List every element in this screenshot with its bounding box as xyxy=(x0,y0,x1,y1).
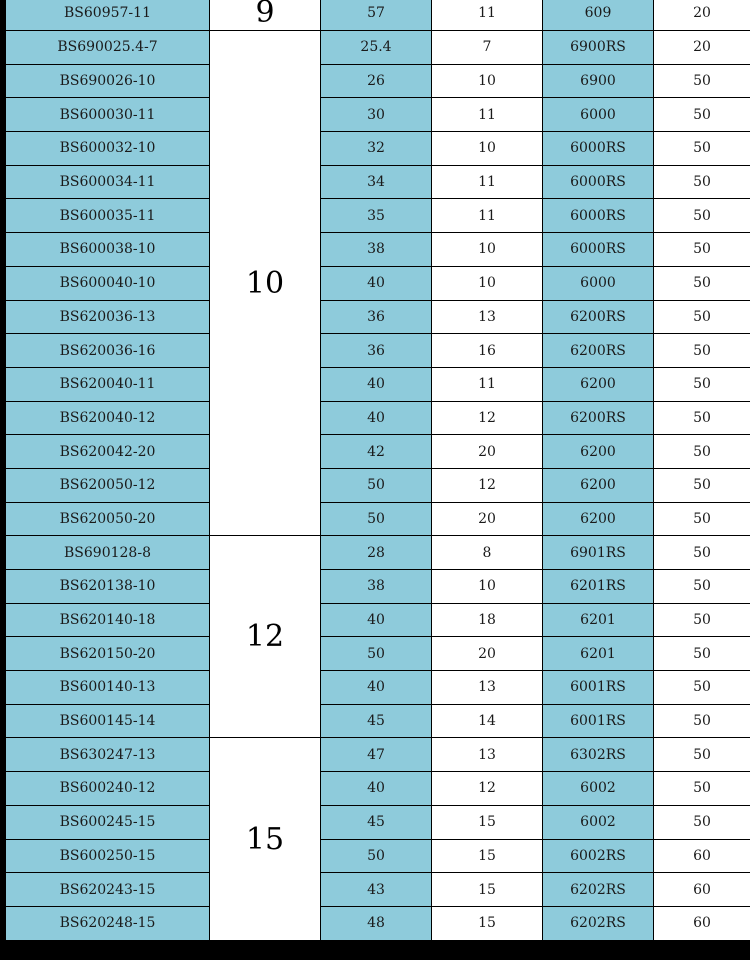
quantity-cell: 50 xyxy=(654,132,750,166)
model-cell: BS600250-15 xyxy=(6,839,210,873)
width-cell: 15 xyxy=(432,839,543,873)
table-row xyxy=(1,31,750,65)
outer-diameter-cell: 40 xyxy=(321,367,432,401)
bearing-cell: 6001RS xyxy=(543,704,654,738)
width-cell: 13 xyxy=(432,738,543,772)
model-cell: BS620040-12 xyxy=(6,401,210,435)
bearing-cell: 6000RS xyxy=(543,132,654,166)
table-row xyxy=(1,233,750,267)
outer-diameter-cell: 50 xyxy=(321,637,432,671)
table-row xyxy=(1,401,750,435)
width-cell: 15 xyxy=(432,906,543,940)
model-cell: BS690025.4-7 xyxy=(6,31,210,65)
outer-diameter-cell: 34 xyxy=(321,165,432,199)
model-cell: BS620040-11 xyxy=(6,367,210,401)
size-group-cell: 12 xyxy=(210,536,321,738)
table-row xyxy=(1,772,750,806)
outer-diameter-cell: 47 xyxy=(321,738,432,772)
outer-diameter-cell: 43 xyxy=(321,873,432,907)
outer-diameter-cell: 42 xyxy=(321,435,432,469)
model-cell: BS620243-15 xyxy=(6,873,210,907)
table-row xyxy=(1,704,750,738)
table-row xyxy=(1,873,750,907)
outer-diameter-cell: 40 xyxy=(321,266,432,300)
model-cell: BS600240-12 xyxy=(6,772,210,806)
width-cell: 13 xyxy=(432,300,543,334)
model-cell: BS600035-11 xyxy=(6,199,210,233)
model-cell: BS620050-12 xyxy=(6,468,210,502)
model-cell: BS600145-14 xyxy=(6,704,210,738)
table-row xyxy=(1,906,750,940)
bearing-cell: 6201 xyxy=(543,603,654,637)
width-cell: 18 xyxy=(432,603,543,637)
outer-diameter-cell: 26 xyxy=(321,64,432,98)
width-cell: 20 xyxy=(432,502,543,536)
width-cell: 14 xyxy=(432,704,543,738)
bearing-cell: 6901RS xyxy=(543,536,654,570)
size-group-cell: 15 xyxy=(210,738,321,940)
width-cell: 16 xyxy=(432,334,543,368)
quantity-cell: 50 xyxy=(654,468,750,502)
width-cell: 10 xyxy=(432,233,543,267)
outer-diameter-cell: 38 xyxy=(321,233,432,267)
outer-diameter-cell: 28 xyxy=(321,536,432,570)
bearing-cell: 6202RS xyxy=(543,873,654,907)
width-cell: 12 xyxy=(432,401,543,435)
bearing-cell: 6002RS xyxy=(543,839,654,873)
model-cell: BS620036-16 xyxy=(6,334,210,368)
model-cell: BS690128-8 xyxy=(6,536,210,570)
model-cell: BS630247-13 xyxy=(6,738,210,772)
table-row xyxy=(1,199,750,233)
outer-diameter-cell: 48 xyxy=(321,906,432,940)
quantity-cell: 50 xyxy=(654,570,750,604)
width-cell: 10 xyxy=(432,64,543,98)
width-cell: 11 xyxy=(432,0,543,31)
width-cell: 11 xyxy=(432,98,543,132)
size-group-cell: 9 xyxy=(210,0,321,31)
bearing-cell: 6001RS xyxy=(543,671,654,705)
outer-diameter-cell: 32 xyxy=(321,132,432,166)
model-cell: BS620248-15 xyxy=(6,906,210,940)
bearing-cell: 6202RS xyxy=(543,906,654,940)
model-cell: BS60957-11 xyxy=(6,0,210,31)
bearing-cell: 6200 xyxy=(543,435,654,469)
bearing-cell: 6000 xyxy=(543,98,654,132)
width-cell: 15 xyxy=(432,805,543,839)
model-cell: BS620150-20 xyxy=(6,637,210,671)
outer-diameter-cell: 40 xyxy=(321,603,432,637)
table-row xyxy=(1,132,750,166)
quantity-cell: 50 xyxy=(654,64,750,98)
outer-diameter-cell: 40 xyxy=(321,401,432,435)
quantity-cell: 50 xyxy=(654,98,750,132)
bearing-cell: 6002 xyxy=(543,805,654,839)
quantity-cell: 50 xyxy=(654,165,750,199)
quantity-cell: 50 xyxy=(654,502,750,536)
width-cell: 20 xyxy=(432,435,543,469)
model-cell: BS620042-20 xyxy=(6,435,210,469)
width-cell: 15 xyxy=(432,873,543,907)
quantity-cell: 50 xyxy=(654,671,750,705)
model-cell: BS600040-10 xyxy=(6,266,210,300)
bearing-cell: 6000RS xyxy=(543,233,654,267)
outer-diameter-cell: 36 xyxy=(321,334,432,368)
quantity-cell: 50 xyxy=(654,300,750,334)
quantity-cell: 20 xyxy=(654,31,750,65)
outer-diameter-cell: 57 xyxy=(321,0,432,31)
model-cell: BS690026-10 xyxy=(6,64,210,98)
model-cell: BS620138-10 xyxy=(6,570,210,604)
bearing-cell: 6201RS xyxy=(543,570,654,604)
model-cell: BS600030-11 xyxy=(6,98,210,132)
table-row xyxy=(1,502,750,536)
model-cell: BS600140-13 xyxy=(6,671,210,705)
bearing-cell: 6302RS xyxy=(543,738,654,772)
outer-diameter-cell: 36 xyxy=(321,300,432,334)
quantity-cell: 60 xyxy=(654,906,750,940)
bearing-cell: 6200 xyxy=(543,468,654,502)
table-row xyxy=(1,839,750,873)
bearing-cell: 6200RS xyxy=(543,300,654,334)
table-row xyxy=(1,570,750,604)
bearing-cell: 6002 xyxy=(543,772,654,806)
table-row xyxy=(1,300,750,334)
model-cell: BS600032-10 xyxy=(6,132,210,166)
outer-diameter-cell: 40 xyxy=(321,671,432,705)
quantity-cell: 60 xyxy=(654,873,750,907)
table-row xyxy=(1,334,750,368)
model-cell: BS620036-13 xyxy=(6,300,210,334)
outer-diameter-cell: 50 xyxy=(321,468,432,502)
bearing-cell: 6900 xyxy=(543,64,654,98)
table-row xyxy=(1,536,750,570)
quantity-cell: 60 xyxy=(654,839,750,873)
width-cell: 12 xyxy=(432,468,543,502)
table-row xyxy=(1,266,750,300)
table-row xyxy=(1,367,750,401)
table-row xyxy=(1,0,750,31)
quantity-cell: 50 xyxy=(654,738,750,772)
bearing-cell: 6000 xyxy=(543,266,654,300)
quantity-cell: 50 xyxy=(654,199,750,233)
table-row xyxy=(1,738,750,772)
width-cell: 13 xyxy=(432,671,543,705)
bearing-cell: 6000RS xyxy=(543,165,654,199)
outer-diameter-cell: 50 xyxy=(321,502,432,536)
outer-diameter-cell: 45 xyxy=(321,805,432,839)
model-cell: BS600038-10 xyxy=(6,233,210,267)
outer-diameter-cell: 45 xyxy=(321,704,432,738)
outer-diameter-cell: 30 xyxy=(321,98,432,132)
outer-diameter-cell: 25.4 xyxy=(321,31,432,65)
outer-diameter-cell: 35 xyxy=(321,199,432,233)
width-cell: 10 xyxy=(432,266,543,300)
model-cell: BS620140-18 xyxy=(6,603,210,637)
quantity-cell: 50 xyxy=(654,805,750,839)
bearing-cell: 6200 xyxy=(543,502,654,536)
quantity-cell: 50 xyxy=(654,603,750,637)
table-row xyxy=(1,64,750,98)
bearing-cell: 6900RS xyxy=(543,31,654,65)
bearing-cell: 6201 xyxy=(543,637,654,671)
bearing-cell: 6000RS xyxy=(543,199,654,233)
width-cell: 11 xyxy=(432,367,543,401)
quantity-cell: 50 xyxy=(654,637,750,671)
table-row xyxy=(1,165,750,199)
quantity-cell: 20 xyxy=(654,0,750,31)
outer-diameter-cell: 50 xyxy=(321,839,432,873)
bearing-cell: 6200RS xyxy=(543,401,654,435)
table-row xyxy=(1,637,750,671)
quantity-cell: 50 xyxy=(654,536,750,570)
bearing-cell: 6200RS xyxy=(543,334,654,368)
width-cell: 8 xyxy=(432,536,543,570)
model-cell: BS620050-20 xyxy=(6,502,210,536)
quantity-cell: 50 xyxy=(654,401,750,435)
width-cell: 10 xyxy=(432,132,543,166)
table-row xyxy=(1,435,750,469)
quantity-cell: 50 xyxy=(654,334,750,368)
table-row xyxy=(1,98,750,132)
table-row xyxy=(1,671,750,705)
bearing-cell: 6200 xyxy=(543,367,654,401)
width-cell: 7 xyxy=(432,31,543,65)
table-row xyxy=(1,468,750,502)
table-row xyxy=(1,603,750,637)
quantity-cell: 50 xyxy=(654,772,750,806)
quantity-cell: 50 xyxy=(654,233,750,267)
width-cell: 11 xyxy=(432,199,543,233)
outer-diameter-cell: 40 xyxy=(321,772,432,806)
model-cell: BS600034-11 xyxy=(6,165,210,199)
size-group-cell: 10 xyxy=(210,31,321,536)
width-cell: 20 xyxy=(432,637,543,671)
outer-diameter-cell: 38 xyxy=(321,570,432,604)
quantity-cell: 50 xyxy=(654,266,750,300)
model-cell: BS600245-15 xyxy=(6,805,210,839)
bearing-cell: 609 xyxy=(543,0,654,31)
quantity-cell: 50 xyxy=(654,435,750,469)
width-cell: 10 xyxy=(432,570,543,604)
table-row xyxy=(1,805,750,839)
quantity-cell: 50 xyxy=(654,367,750,401)
width-cell: 11 xyxy=(432,165,543,199)
width-cell: 12 xyxy=(432,772,543,806)
quantity-cell: 50 xyxy=(654,704,750,738)
